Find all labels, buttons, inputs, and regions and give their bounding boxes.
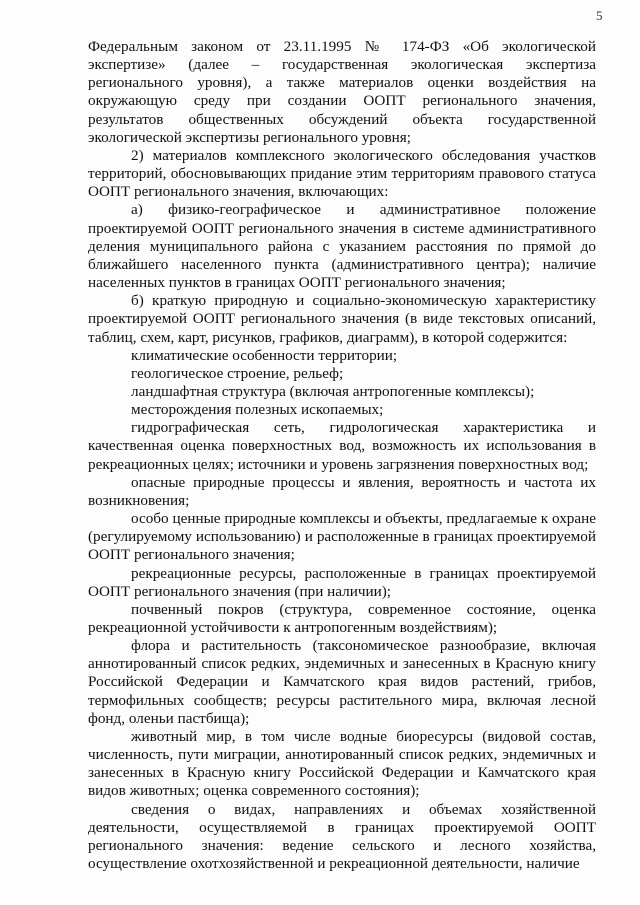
paragraph: животный мир, в том числе водные биоресурсы (видовой состав, численность, пути миграции, аннотированный список редких, эндемичных и занесенных в Красную книгу Российской Федерации и Камчатского края видов животных; оценка современного состояния); [88,727,596,800]
paragraph: б) краткую природную и социально-экономическую характеристику проектируемой ООПТ регионального значения (в виде текстовых описаний, таблиц, схем, карт, рисунков, графиков, диаграмм), в которой содержится: [88,292,596,346]
paragraph: Федеральным законом от 23.11.1995 № 174-ФЗ «Об экологической экспертизе» (далее – государственная экологическая экспертиза регионального уровня), а также материалов оценки воздействия на окружающую среду при создании ООПТ регионального значения, результатов общественных обсуждений объекта государственной экологической экспертизы регионального уровня; [88,38,596,146]
paragraph: 2) материалов комплексного экологического обследования участков территорий, обосновывающих придание этим территориям правового статуса ООПТ регионального значения, включающих: [88,146,596,201]
paragraph: а) физико-географическое и административное положение проектируемой ООПТ регионального значения в системе административного деления муниципального района с указанием расстояния по прямой до ближайшего населенного пункта (административного центра); наличие населенных пунктов в границах ООПТ регионального значения; [88,201,596,292]
page-corner-mark: 5 [596,8,603,23]
paragraph: почвенный покров (структура, современное состояние, оценка рекреационной устойчивости к антропогенным воздействиям); [88,600,596,636]
paragraph: геологическое строение, рельеф; [131,364,344,382]
paragraph: ландшафтная структура (включая антропогенные комплексы); [131,382,535,400]
paragraph: рекреационные ресурсы, расположенные в границах проектируемой ООПТ регионального значения (при наличии); [88,564,596,600]
paragraph: месторождения полезных ископаемых; [131,401,384,419]
paragraph: флора и растительность (таксономическое разнообразие, включая аннотированный список редких, эндемичных и занесенных в Красную книгу Российской Федерации и Камчатского края видов растений, грибов, термофильных сообществ; ресурсы растительного мира, включая лесной фонд, оленьи пастбища); [88,637,596,727]
paragraph: сведения о видах, направлениях и объемах хозяйственной деятельности, осуществляемой в границах проектируемой ООПТ регионального значения: ведение сельского и лесного хозяйства, осуществление охотхозяйственной и рекреационной деятельности, наличие [88,800,596,873]
paragraph: опасные природные процессы и явления, вероятность и частота их возникновения; [88,473,596,509]
paragraph: климатические особенности территории; [131,346,398,364]
paragraph: гидрографическая сеть, гидрологическая характеристика и качественная оценка поверхностных вод, возможность их использования в рекреационных целях; источники и уровень загрязнения поверхностных вод; [88,419,596,473]
document-body [88,38,596,873]
paragraph: особо ценные природные комплексы и объекты, предлагаемые к охране (регулируемому использованию) и расположенные в границах проектируемой ООПТ регионального значения; [88,510,596,564]
